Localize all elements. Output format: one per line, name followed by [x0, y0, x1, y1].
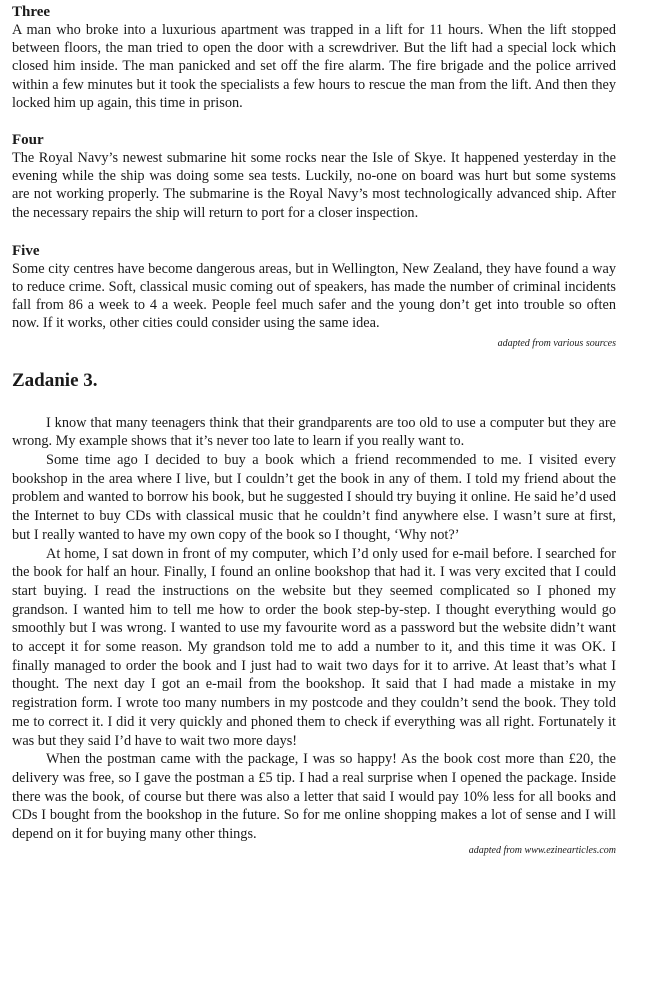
essay-text [12, 414, 616, 844]
text-five [12, 243, 616, 333]
essay-paragraph-2: Some time ago I decided to buy a book which a friend recommended to me. I visited every bookshop in the area where I live, but I couldn’t get the book in any of them. I told my friend about the problem and wanted to borrow his book, but he suggested I should try buying it online. He said he’d used the Internet to buy CDs with classical music that he couldn’t find anywhere else. I wasn’t sure at first, but I really wanted to have my own copy of the book so I thought, ‘Why not?’ [12, 452, 616, 543]
section-heading-four: Four [12, 132, 44, 149]
essay-paragraph-1: I know that many teenagers think that their grandparents are too old to use a computer but they are wrong. My example shows that it’s never too late to learn if you really want to. [12, 414, 616, 450]
essay-paragraph-3: At home, I sat down in front of my computer, which I’d only used for e-mail before. I searched for the book for half an hour. Finally, I found an online bookshop that had it. I was very excited that I could start buying. I read the instructions on the website but they seemed complicated so I phoned my grandson. I wanted him to tell me how to order the book step-by-step. I thought everything would go smoothly but I was wrong. I wanted to use my favourite word as a password but the website didn’t want to accept it for some reason. My grandson told me to add a number to it, and this time it was OK. I finally managed to order the book and I just had to wait two days for it to arrive. At least that’s what I thought. The next day I got an e-mail from the bookshop. It said that I had made a mistake in my registration form. I wrote too many numbers in my postcode and they couldn’t send the book. They told me to correct it. I did it very quickly and phoned them to check if everything was all right. Fortunately it was but they said I’d have to wait two more days! [12, 545, 616, 749]
section-heading-three: Three [12, 4, 51, 20]
task-heading: Zadanie 3. [12, 369, 98, 391]
text-four [12, 132, 616, 222]
section-body-four: The Royal Navy’s newest submarine hit some rocks near the Isle of Skye. It happened yesterday in the evening while the ship was doing some sea tests. Luckily, no-one on board was hurt but some systems are not working properly. The submarine is the Royal Navy’s most technologically advanced ship. After the necessary repairs the ship will return to port for a closer inspection. [12, 150, 616, 221]
source-note-2: adapted from www.ezinearticles.com [468, 844, 616, 856]
text-three [12, 4, 616, 112]
section-body-five: Some city centres have become dangerous areas, but in Wellington, New Zealand, they have found a way to reduce crime. Soft, classical music coming out of speakers, has made the number of criminal incidents fall from 86 a week to 4 a week. People feel much safer and the young don’t get into trouble so often now. If it works, other cities could consider using the same idea. [12, 260, 616, 332]
essay-paragraph-4: When the postman came with the package, I was so happy! As the book cost more than £20, the delivery was free, so I gave the postman a £5 tip. I had a real surprise when I opened the package. Inside there was the book, of course but there was also a letter that said I would pay 10% less for all books and CDs I bought from the bookshop in the future. So for me online shopping makes a lot of sense and I will depend on it for buying many other things. [12, 751, 616, 843]
source-note-1: adapted from various sources [497, 337, 616, 349]
section-body-three: A man who broke into a luxurious apartment was trapped in a lift for 11 hours. When the lift stopped between floors, the man tried to open the door with a screwdriver. But the lift had a special lock which closed him inside. The man panicked and set off the fire alarm. The fire brigade and the police arrived within a few minutes but it took the specialists a few hours to rescue the man from the lift. And then they locked him up again, this time in prison. [12, 22, 616, 111]
section-heading-five: Five [12, 242, 40, 259]
